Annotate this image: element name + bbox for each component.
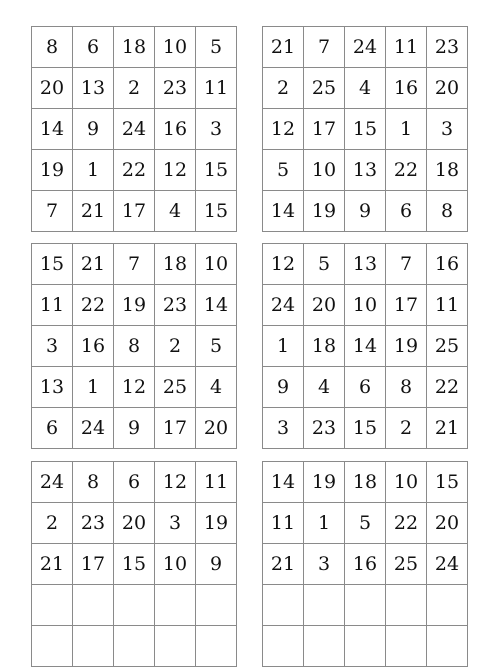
grid-cell [386, 585, 427, 626]
grid-cell: 10 [304, 150, 345, 191]
grid-cell: 5 [345, 503, 386, 544]
grid-row [32, 408, 237, 449]
grid-cell: 14 [32, 109, 73, 150]
number-grid-4 [262, 243, 468, 449]
grid-cell: 7 [304, 27, 345, 68]
grid-cell: 8 [114, 326, 155, 367]
number-grid-5 [31, 461, 237, 667]
grid-cell: 1 [386, 109, 427, 150]
grid-cell: 9 [263, 367, 304, 408]
grid-cell: 10 [155, 544, 196, 585]
grid-cell: 1 [263, 326, 304, 367]
grid-cell: 1 [304, 503, 345, 544]
grid-cell: 7 [32, 191, 73, 232]
grid-row [263, 408, 468, 449]
grid-cell: 5 [196, 326, 237, 367]
grid-cell: 1 [73, 367, 114, 408]
grid-cell: 22 [114, 150, 155, 191]
grid-cell: 20 [304, 285, 345, 326]
grid-cell: 19 [304, 191, 345, 232]
grid-cell: 19 [114, 285, 155, 326]
grid-cell: 10 [155, 27, 196, 68]
grid-cell: 11 [427, 285, 468, 326]
grid-cell: 24 [32, 462, 73, 503]
grid-cell: 16 [345, 544, 386, 585]
grid-cell: 8 [32, 27, 73, 68]
grid-row [32, 544, 237, 585]
grid-cell [155, 626, 196, 667]
grid-cell: 17 [155, 408, 196, 449]
grid-cell [304, 585, 345, 626]
grid-cell [386, 626, 427, 667]
grid-cell: 9 [114, 408, 155, 449]
grid-cell: 12 [155, 462, 196, 503]
grid-cell [263, 585, 304, 626]
grid-row [263, 503, 468, 544]
grid-cell: 15 [196, 191, 237, 232]
grid-cell: 12 [155, 150, 196, 191]
grid-cell: 4 [304, 367, 345, 408]
grid-cell: 11 [196, 462, 237, 503]
grid-cell: 14 [345, 326, 386, 367]
grid-cell: 18 [427, 150, 468, 191]
grid-row [32, 109, 237, 150]
grid-cell: 24 [427, 544, 468, 585]
grid-row [32, 27, 237, 68]
grid-row [263, 150, 468, 191]
grid-row [263, 326, 468, 367]
grid-cell: 22 [73, 285, 114, 326]
grid-cell: 12 [263, 109, 304, 150]
grid-cell: 24 [263, 285, 304, 326]
grid-cell [155, 585, 196, 626]
grid-cell: 3 [32, 326, 73, 367]
grid-cell: 9 [196, 544, 237, 585]
grid-cell: 11 [386, 27, 427, 68]
grid-cell [73, 585, 114, 626]
grid-cell: 5 [263, 150, 304, 191]
grid-cell: 25 [386, 544, 427, 585]
number-grid-3 [31, 243, 237, 449]
grid-cell: 23 [73, 503, 114, 544]
grid-cell: 25 [304, 68, 345, 109]
grid-cell: 19 [386, 326, 427, 367]
grid-row [32, 285, 237, 326]
grid-cell: 17 [114, 191, 155, 232]
grid-cell: 2 [155, 326, 196, 367]
grid-cell: 9 [345, 191, 386, 232]
grid-row [263, 191, 468, 232]
grid-cell: 14 [263, 191, 304, 232]
grid-cell: 19 [196, 503, 237, 544]
grid-cell: 20 [32, 68, 73, 109]
grid-cell: 8 [73, 462, 114, 503]
grid-cell: 16 [427, 244, 468, 285]
grid-cell: 2 [386, 408, 427, 449]
grid-cell [345, 626, 386, 667]
grid-cell: 21 [427, 408, 468, 449]
grid-cell [32, 626, 73, 667]
grid-cell: 5 [196, 27, 237, 68]
grid-cell: 18 [155, 244, 196, 285]
grid-cell: 14 [196, 285, 237, 326]
grid-cell: 13 [345, 244, 386, 285]
grid-row [263, 27, 468, 68]
grid-cell: 5 [304, 244, 345, 285]
grid-cell: 17 [386, 285, 427, 326]
grid-row [263, 367, 468, 408]
grid-cell: 19 [304, 462, 345, 503]
grid-row [32, 191, 237, 232]
grid-cell [196, 626, 237, 667]
grid-cell [114, 585, 155, 626]
grid-cell [263, 626, 304, 667]
grid-cell: 25 [427, 326, 468, 367]
grid-row [263, 68, 468, 109]
grid-row [32, 68, 237, 109]
grid-cell: 22 [386, 150, 427, 191]
grid-cell [32, 585, 73, 626]
grid-cell: 23 [427, 27, 468, 68]
grid-cell: 6 [32, 408, 73, 449]
grid-cell: 8 [386, 367, 427, 408]
grid-row [32, 150, 237, 191]
grid-cell: 4 [196, 367, 237, 408]
grid-row [263, 285, 468, 326]
number-grid-6 [262, 461, 468, 667]
grid-cell: 21 [263, 27, 304, 68]
grid-cell: 22 [427, 367, 468, 408]
grid-cell: 3 [263, 408, 304, 449]
grid-cell: 25 [155, 367, 196, 408]
grid-cell: 15 [345, 109, 386, 150]
grid-row [32, 626, 237, 667]
grid-cell: 14 [263, 462, 304, 503]
grid-cell [304, 626, 345, 667]
grid-cell: 10 [386, 462, 427, 503]
number-grid-2 [262, 26, 468, 232]
grid-cell: 15 [427, 462, 468, 503]
grid-cell: 11 [32, 285, 73, 326]
grid-row [263, 585, 468, 626]
grid-row [263, 244, 468, 285]
grid-cell: 16 [386, 68, 427, 109]
grid-cell: 10 [345, 285, 386, 326]
grid-cell: 16 [73, 326, 114, 367]
grid-cell: 3 [304, 544, 345, 585]
grid-cell: 24 [345, 27, 386, 68]
grid-cell: 2 [114, 68, 155, 109]
grid-cell: 7 [114, 244, 155, 285]
grid-cell: 22 [386, 503, 427, 544]
grid-cell: 21 [73, 244, 114, 285]
grid-cell: 23 [155, 285, 196, 326]
grid-cell: 3 [196, 109, 237, 150]
grid-row [263, 109, 468, 150]
grid-cell: 15 [114, 544, 155, 585]
grid-cell: 21 [73, 191, 114, 232]
grid-row [32, 462, 237, 503]
grid-cell: 6 [73, 27, 114, 68]
grid-cell: 6 [386, 191, 427, 232]
grid-cell [427, 626, 468, 667]
grid-row [32, 503, 237, 544]
grid-cell: 7 [386, 244, 427, 285]
grid-cell [345, 585, 386, 626]
grid-row [32, 585, 237, 626]
grid-cell: 20 [114, 503, 155, 544]
grid-cell: 6 [345, 367, 386, 408]
grid-cell: 21 [263, 544, 304, 585]
grid-cell: 20 [196, 408, 237, 449]
grid-cell: 8 [427, 191, 468, 232]
grid-cell: 21 [32, 544, 73, 585]
grid-cell: 18 [114, 27, 155, 68]
grid-cell: 1 [73, 150, 114, 191]
grid-cell: 15 [196, 150, 237, 191]
grid-cell: 13 [73, 68, 114, 109]
grid-cell [114, 626, 155, 667]
grid-cell: 17 [304, 109, 345, 150]
grid-cell: 12 [263, 244, 304, 285]
grid-cell: 15 [345, 408, 386, 449]
grid-cell: 12 [114, 367, 155, 408]
grid-cell: 16 [155, 109, 196, 150]
grid-cell: 4 [345, 68, 386, 109]
grid-row [263, 626, 468, 667]
grid-cell: 19 [32, 150, 73, 191]
grid-cell: 20 [427, 503, 468, 544]
grid-cell: 11 [263, 503, 304, 544]
grid-cell: 9 [73, 109, 114, 150]
grid-cell: 13 [345, 150, 386, 191]
grid-cell: 3 [155, 503, 196, 544]
grid-row [32, 326, 237, 367]
grid-cell: 20 [427, 68, 468, 109]
grid-cell: 18 [345, 462, 386, 503]
grid-row [32, 244, 237, 285]
grid-cell [73, 626, 114, 667]
grid-cell [196, 585, 237, 626]
grid-cell: 3 [427, 109, 468, 150]
grid-row [263, 544, 468, 585]
grid-cell: 18 [304, 326, 345, 367]
grid-cell [427, 585, 468, 626]
grid-row [32, 367, 237, 408]
grid-cell: 2 [32, 503, 73, 544]
grid-cell: 24 [114, 109, 155, 150]
grid-cell: 4 [155, 191, 196, 232]
grid-cell: 23 [155, 68, 196, 109]
grid-cell: 24 [73, 408, 114, 449]
grid-cell: 2 [263, 68, 304, 109]
grid-cell: 23 [304, 408, 345, 449]
number-grid-1 [31, 26, 237, 232]
grid-cell: 13 [32, 367, 73, 408]
grid-cell: 6 [114, 462, 155, 503]
grid-cell: 17 [73, 544, 114, 585]
grid-cell: 15 [32, 244, 73, 285]
grid-cell: 10 [196, 244, 237, 285]
grid-row [263, 462, 468, 503]
grid-cell: 11 [196, 68, 237, 109]
